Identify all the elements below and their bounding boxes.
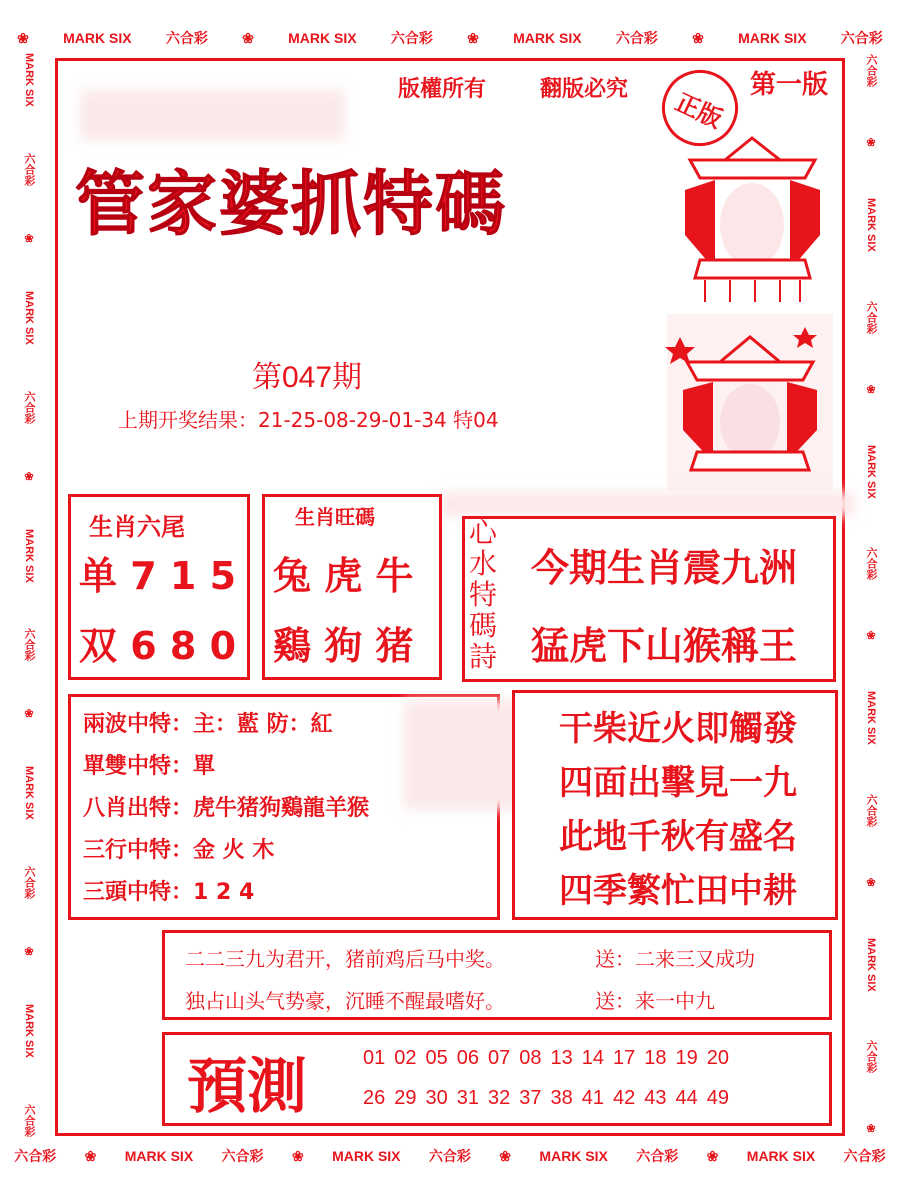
border-logo: 六合彩 bbox=[23, 390, 35, 424]
prediction-number: 49 bbox=[706, 1087, 729, 1109]
border-text: MARK SIX bbox=[288, 30, 357, 46]
border-text: MARK SIX bbox=[332, 1148, 401, 1164]
border-logo: 六合彩 bbox=[843, 1148, 886, 1164]
prediction-number: 26 bbox=[363, 1087, 386, 1109]
flower-icon: ❀ bbox=[864, 875, 877, 889]
riddle-gift-1: 送：二来三又成功 bbox=[595, 947, 755, 971]
flower-icon: ❀ bbox=[864, 382, 877, 396]
prediction-number: 07 bbox=[488, 1047, 511, 1069]
copyright-text-1: 版權所有 bbox=[398, 76, 487, 102]
blurred-area bbox=[404, 700, 520, 810]
border-text: MARK SIX bbox=[23, 1004, 35, 1058]
border-text: MARK SIX bbox=[513, 30, 582, 46]
flower-icon: ❀ bbox=[467, 29, 479, 46]
zodiac-tail-even: 双 6 8 0 bbox=[79, 624, 237, 668]
flower-icon: ❀ bbox=[706, 1147, 719, 1164]
blurred-area bbox=[440, 492, 855, 516]
special-row bbox=[83, 749, 369, 791]
border-logo: 六合彩 bbox=[390, 30, 433, 46]
left-border-band bbox=[10, 30, 48, 1160]
border-logo: 六合彩 bbox=[865, 300, 877, 334]
border-text: MARK SIX bbox=[738, 30, 807, 46]
border-logo: 六合彩 bbox=[865, 54, 877, 88]
page-title: 管家婆抓特碼 bbox=[75, 162, 507, 245]
border-text: MARK SIX bbox=[124, 1148, 194, 1164]
zodiac-tail-odd: 单 7 1 5 bbox=[79, 554, 237, 598]
poem-four-lines bbox=[559, 701, 797, 917]
border-logo: 六合彩 bbox=[23, 152, 35, 186]
border-text: MARK SIX bbox=[23, 766, 35, 821]
prediction-number: 32 bbox=[488, 1087, 511, 1109]
right-border-band bbox=[852, 30, 890, 1160]
riddle-line-1: 二二三九为君开，猪前鸡后马中奖。 bbox=[185, 947, 505, 971]
lantern-illustration-top bbox=[670, 130, 835, 305]
prediction-number: 41 bbox=[581, 1087, 604, 1109]
prediction-label: 預測 bbox=[187, 1052, 307, 1122]
flower-icon: ❀ bbox=[22, 231, 35, 245]
border-logo: 六合彩 bbox=[865, 547, 877, 581]
flower-icon: ❀ bbox=[692, 29, 704, 46]
border-logo: 六合彩 bbox=[14, 1148, 57, 1164]
flower-icon: ❀ bbox=[22, 945, 35, 959]
prediction-number: 05 bbox=[425, 1047, 448, 1069]
last-result: 上期开奖结果：21-25-08-29-01-34 特04 bbox=[118, 408, 499, 432]
special-value: 虎牛猪狗鷄龍羊猴 bbox=[193, 796, 370, 821]
border-text: MARK SIX bbox=[23, 528, 35, 583]
border-text: MARK SIX bbox=[746, 1148, 816, 1164]
special-value: 金 火 木 bbox=[193, 838, 275, 863]
prediction-numbers-row-1 bbox=[363, 1047, 729, 1070]
prediction-number: 44 bbox=[675, 1087, 698, 1109]
border-logo: 六合彩 bbox=[23, 866, 35, 900]
border-logo: 六合彩 bbox=[23, 628, 35, 662]
poem-label: 心水特碼詩 bbox=[469, 516, 498, 673]
prediction-number: 38 bbox=[550, 1087, 573, 1109]
flower-icon: ❀ bbox=[291, 1147, 304, 1164]
prediction-number: 01 bbox=[363, 1047, 386, 1069]
flower-icon: ❀ bbox=[864, 629, 877, 643]
border-text: MARK SIX bbox=[865, 444, 877, 499]
border-logo: 六合彩 bbox=[165, 30, 208, 46]
poem-line: 干柴近火即觸發 bbox=[559, 709, 797, 749]
authentic-stamp: 正版 bbox=[650, 58, 751, 159]
border-text: MARK SIX bbox=[539, 1148, 608, 1164]
border-text: MARK SIX bbox=[865, 691, 877, 746]
prediction-number: 08 bbox=[519, 1047, 542, 1069]
border-logo: 六合彩 bbox=[23, 1103, 35, 1137]
border-text: MARK SIX bbox=[23, 53, 35, 107]
border-logo: 六合彩 bbox=[865, 793, 877, 827]
lantern-illustration-bottom bbox=[665, 312, 835, 492]
special-value: 單 bbox=[193, 754, 216, 779]
prediction-number: 17 bbox=[613, 1047, 636, 1069]
flower-icon: ❀ bbox=[864, 1122, 877, 1136]
prediction-number: 13 bbox=[550, 1047, 573, 1069]
specials-list bbox=[83, 707, 369, 917]
poem-line: 四季繁忙田中耕 bbox=[559, 871, 797, 911]
border-logo: 六合彩 bbox=[865, 1040, 877, 1074]
border-logo: 六合彩 bbox=[221, 1148, 264, 1164]
flower-icon: ❀ bbox=[499, 1147, 512, 1164]
poem-line: 四面出擊見一九 bbox=[559, 763, 797, 803]
prediction-number: 43 bbox=[644, 1087, 667, 1109]
poem-line-1: 今期生肖震九洲 bbox=[531, 546, 798, 590]
border-text: MARK SIX bbox=[23, 290, 35, 345]
zodiac-hot-box bbox=[262, 494, 442, 680]
border-logo: 六合彩 bbox=[840, 30, 883, 46]
zodiac-hot-title: 生肖旺碼 bbox=[295, 505, 375, 529]
border-text: MARK SIX bbox=[865, 937, 877, 992]
poem-four-lines-box bbox=[512, 690, 838, 920]
special-label: 三行中特： bbox=[83, 838, 194, 863]
special-row bbox=[83, 707, 369, 749]
special-value: 1 2 4 bbox=[193, 880, 255, 905]
flower-icon: ❀ bbox=[22, 707, 35, 721]
special-label: 單雙中特： bbox=[83, 754, 194, 779]
poem-box bbox=[462, 516, 836, 682]
edition-label: 第一版 bbox=[750, 70, 829, 100]
flower-icon: ❀ bbox=[864, 136, 877, 150]
special-label: 三頭中特： bbox=[83, 880, 194, 905]
special-value: 主：藍 防：紅 bbox=[193, 712, 333, 737]
special-label: 兩波中特： bbox=[83, 712, 194, 737]
prediction-number: 37 bbox=[519, 1087, 542, 1109]
prediction-number: 19 bbox=[675, 1047, 698, 1069]
poem-line-2: 猛虎下山猴稱王 bbox=[531, 624, 798, 668]
prediction-numbers-row-2 bbox=[363, 1087, 729, 1110]
riddle-box bbox=[162, 930, 832, 1020]
special-label: 八肖出特： bbox=[83, 796, 194, 821]
border-logo: 六合彩 bbox=[615, 30, 658, 46]
prediction-number: 31 bbox=[456, 1087, 479, 1109]
flower-icon: ❀ bbox=[17, 29, 29, 46]
prediction-number: 18 bbox=[644, 1047, 667, 1069]
prediction-number: 02 bbox=[394, 1047, 417, 1069]
special-row bbox=[83, 875, 369, 917]
zodiac-hot-row-2: 鷄 狗 猪 bbox=[273, 624, 414, 668]
copyright-text-2: 翻版必究 bbox=[540, 76, 629, 102]
border-text: MARK SIX bbox=[865, 198, 877, 253]
border-logo: 六合彩 bbox=[636, 1148, 679, 1164]
special-row bbox=[83, 791, 369, 833]
riddle-line-2: 独占山头气势豪，沉睡不醒最嗜好。 bbox=[185, 989, 505, 1013]
prediction-number: 14 bbox=[581, 1047, 604, 1069]
prediction-box bbox=[162, 1032, 832, 1126]
flower-icon: ❀ bbox=[84, 1147, 97, 1164]
zodiac-hot-row-1: 兔 虎 牛 bbox=[273, 554, 414, 598]
prediction-number: 30 bbox=[425, 1087, 448, 1109]
bottom-border-band bbox=[0, 1136, 900, 1176]
prediction-number: 42 bbox=[613, 1087, 636, 1109]
flower-icon: ❀ bbox=[22, 469, 35, 483]
flower-icon: ❀ bbox=[242, 29, 254, 46]
zodiac-tail-box bbox=[68, 494, 250, 680]
special-row bbox=[83, 833, 369, 875]
riddle-gift-2: 送：来一中九 bbox=[595, 989, 715, 1013]
blurred-area bbox=[80, 90, 345, 140]
border-logo: 六合彩 bbox=[428, 1148, 471, 1164]
issue-period: 第047期 bbox=[252, 361, 363, 394]
top-border-band bbox=[0, 18, 900, 58]
prediction-number: 06 bbox=[456, 1047, 479, 1069]
poem-line: 此地千秋有盛名 bbox=[559, 817, 797, 857]
border-text: MARK SIX bbox=[63, 30, 132, 46]
zodiac-tail-title: 生肖六尾 bbox=[89, 512, 185, 541]
prediction-number: 20 bbox=[706, 1047, 729, 1069]
prediction-number: 29 bbox=[394, 1087, 417, 1109]
